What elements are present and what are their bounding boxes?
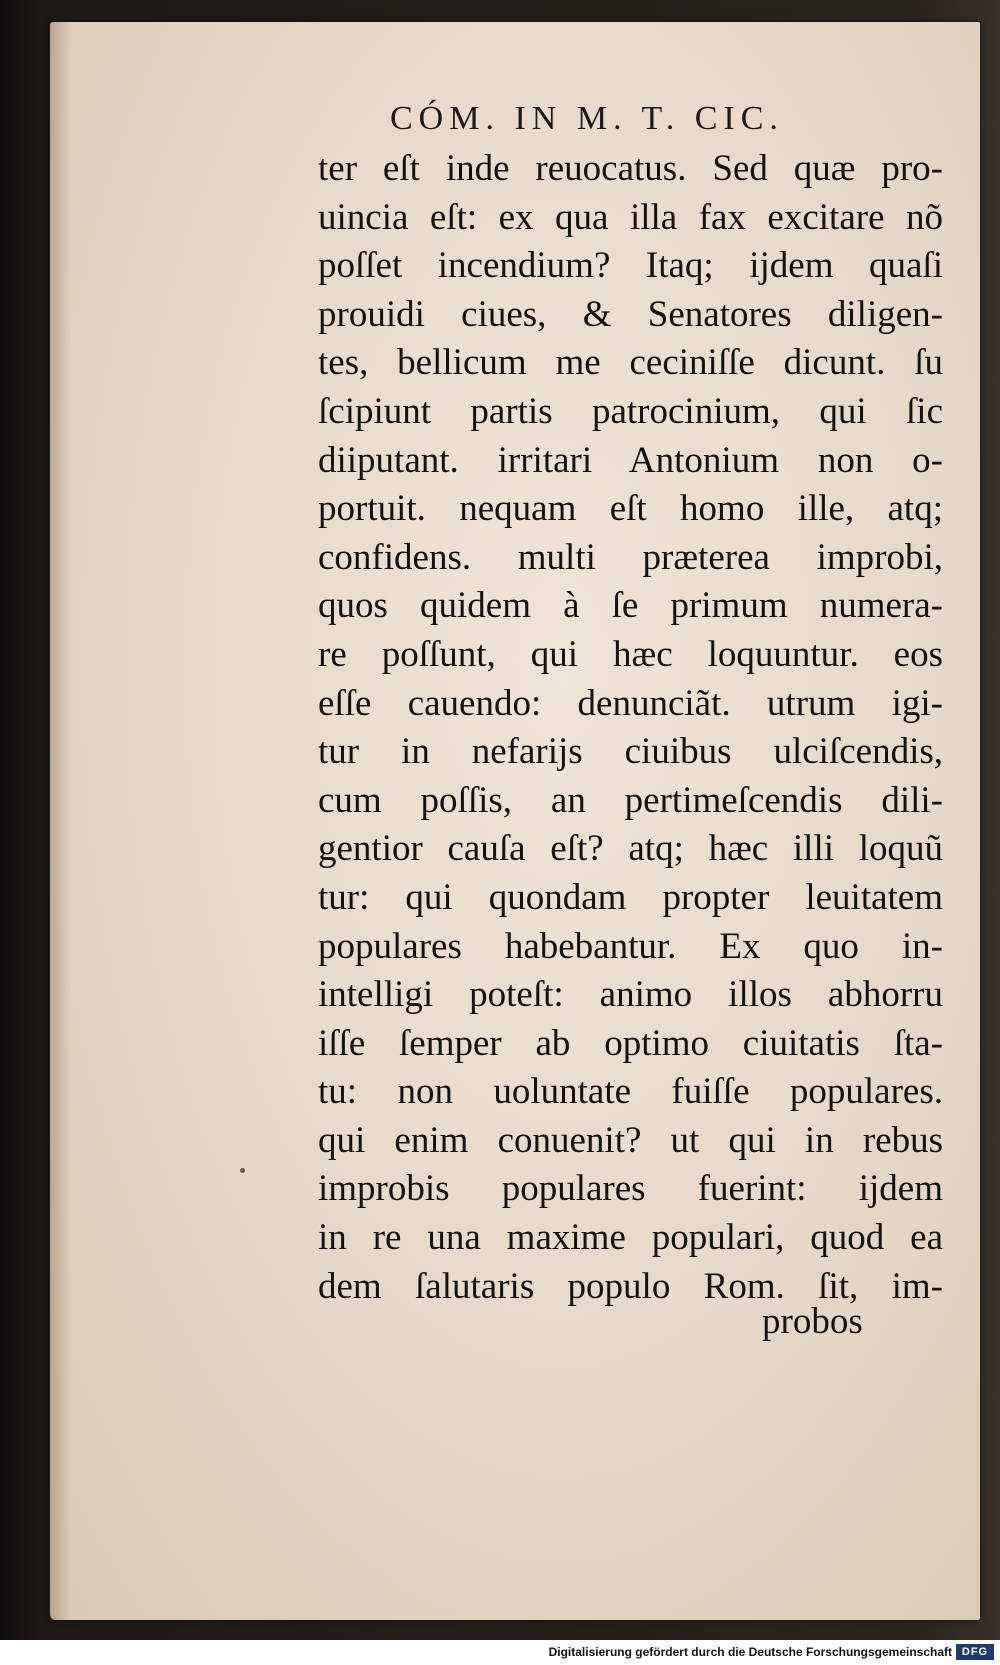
text-line: portuit. nequam eſt homo ille, atq; [318, 488, 943, 530]
text-line: prouidi ciues, & Senatores diligen- [318, 293, 943, 335]
text-line: populares habebantur. Ex quo in- [318, 925, 943, 967]
text-line: improbis populares fuerint: ijdem [318, 1168, 943, 1210]
running-head: CÓM. IN M. T. CIC. [390, 100, 784, 137]
digitization-credit: Digitalisierung gefördert durch die Deutsche Forschungsgemeinschaft [548, 1645, 952, 1659]
text-block [318, 145, 943, 1311]
page-gutter-shadow [50, 22, 72, 1620]
text-line: re poſſunt, qui hæc loquuntur. eos [318, 633, 943, 675]
text-line: cum poſſis, an pertimeſcendis dili- [318, 779, 943, 821]
text-line: tu: non uoluntate fuiſſe populares. [318, 1071, 943, 1113]
text-line: in re una maxime populari, quod ea [318, 1217, 943, 1259]
text-line: gentior cauſa eſt? atq; hæc illi loquũ [318, 828, 943, 870]
text-line: tur in nefarijs ciuibus ulciſcendis, [318, 731, 943, 773]
text-line: uincia eſt: ex qua illa fax excitare nõ [318, 196, 943, 238]
text-line: diiputant. irritari Antonium non o- [318, 439, 943, 481]
text-line: quos quidem à ſe primum numera- [318, 585, 943, 627]
ink-blot [240, 1168, 245, 1173]
text-line: tur: qui quondam propter leuitatem [318, 876, 943, 918]
catchword: probos [762, 1301, 863, 1342]
text-line: iſſe ſemper ab optimo ciuitatis ſta- [318, 1022, 943, 1064]
dfg-logo-icon: DFG [956, 1644, 994, 1660]
text-line: qui enim conuenit? ut qui in rebus [318, 1119, 943, 1161]
text-line: dem ſalutaris populo Rom. ſit, im- [318, 1265, 943, 1307]
text-line: tes, bellicum me ceciniſſe dicunt. ſu [318, 342, 943, 384]
text-line: poſſet incendium? Itaq; ijdem quaſi [318, 245, 943, 287]
text-line: ter eſt inde reuocatus. Sed quæ pro- [318, 148, 943, 189]
text-line: intelligi poteſt: animo illos abhorru [318, 974, 943, 1016]
text-line: confidens. multi præterea improbi, [318, 536, 943, 578]
text-line: ſcipiunt partis patrocinium, qui ſic [318, 390, 943, 432]
text-line: eſſe cauendo: denunciãt. utrum igi- [318, 682, 943, 724]
